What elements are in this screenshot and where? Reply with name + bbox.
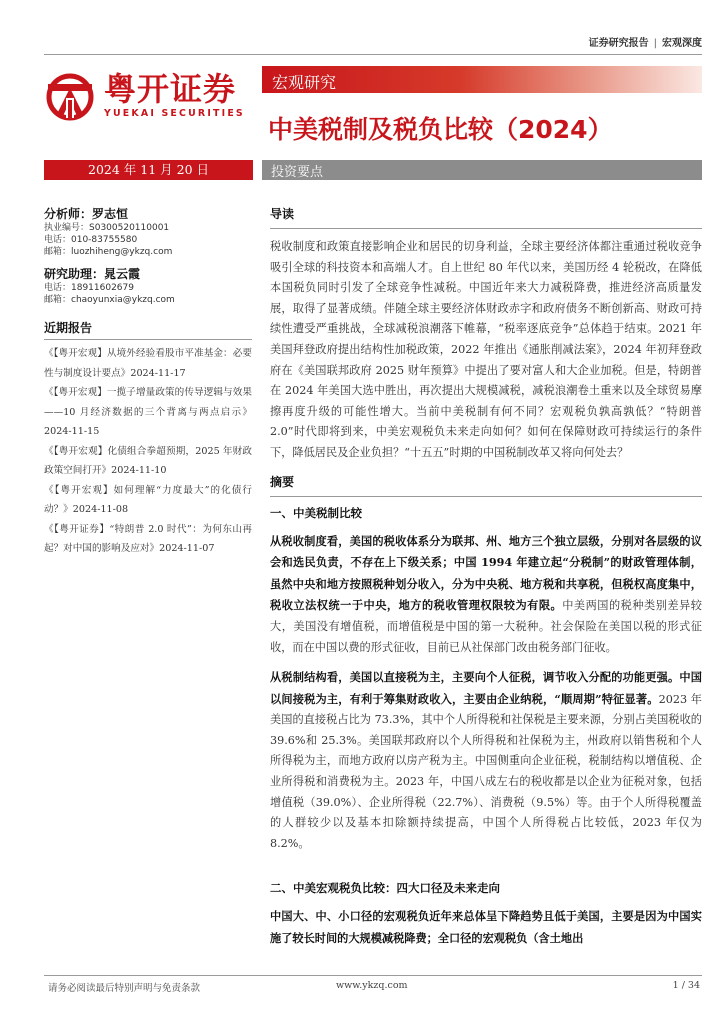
intro-divider [270,228,702,229]
recent-report-item[interactable]: 《【粤开宏观】化债组合拳超预期，2025 年财政政策空间打开》2024-11-10 [44,445,252,476]
paragraph-tax-system-lead: 从税收制度看，美国的税收体系分为联邦、州、地方三个独立层级，分别对各层级的议会和选民负责，不存在上下级关系；中国 1994 年建立起“分税制”的财政管理体制，虽然中央和地方按照税种划分收入，分为中央税、地方税和共享税，但税权高度集中，税收立法权统一于中央，地方的税收管理权限较为有限。 [270,533,702,613]
footer-page-number: 1 / 34 [672,980,700,991]
footer-divider [44,975,702,976]
report-date: 2024 年 11 月 20 日 [44,160,253,180]
abstract-heading: 摘要 [270,474,295,489]
recent-report-item[interactable]: 《【粤开宏观】从境外经验看股市平准基金：必要性与制度设计要点》2024-11-17 [44,348,252,379]
section-heading-tax-burden: 二、中美宏观税负比较：四大口径及未来走向 [270,881,500,896]
assistant-phone: 电话：18911602679 [44,283,134,293]
footer-website[interactable]: www.ykzq.com [336,980,408,991]
logo-chinese-name: 粤开证券 [104,70,237,108]
sidebar [44,206,252,559]
main-content [270,206,702,950]
header-separator: | [653,38,657,49]
recent-report-item[interactable]: 《【粤开宏观】如何理解“力度最大”的化债行动？》2024-11-08 [44,484,252,515]
paragraph-tax-system-body: 中美两国的税种类别差异较大，美国没有增值税，而增值税是中国的第一大税种。社会保险在美国以税的形式征收，而在中国以费的形式征收，目前已从社保部门改由税务部门征收。 [270,599,702,654]
analyst-phone: 电话：010-83755580 [44,235,138,245]
footer-disclaimer[interactable]: 请务必阅读最后特别声明与免责条款 [48,983,201,994]
recent-reports-title: 近期报告 [44,321,93,335]
paragraph-tax-burden [270,906,702,949]
category-banner [262,66,702,93]
report-title: 中美税制及税负比较（2024） [268,115,613,144]
report-type-label: 证券研究报告 [588,38,649,49]
analyst-name: 分析师：罗志恒 [44,207,129,221]
yuekai-logo-icon [44,70,98,122]
recent-report-item[interactable]: 《【粤开宏观】一揽子增量政策的传导逻辑与效果——10 月经济数据的三个背离与两点启示》2024-11-15 [44,387,252,437]
analyst-block [44,206,252,258]
paragraph-tax-structure-body: 2023 年美国的直接税占比为 73.3%，其中个人所得税和社保税是主要来源，分别占美国税收的 39.6%和 25.3%。美国联邦政府以个人所得税和社保税为主，州政府以销售税和个人所得税为主，而地方政府以房产税为主。中国侧重向企业征税，税制结构以增值税、企业所得税和消费税为主。2023 年，中国八成左右的税收都是以企业为征税对象，包括增值税（39.0%）、企业所得税（22.7%）、消费税（9.5%）等。由于个人所得税覆盖的人群较少以及基本扣除额持续提高，中国个人所得税占比较低，2023 年仅为 8.2%。 [270,692,702,850]
assistant-email[interactable]: 邮箱：chaoyunxia@ykzq.com [44,295,175,305]
abstract-divider [270,496,702,497]
paragraph-tax-structure [270,667,702,854]
paragraph-tax-system [270,531,702,659]
header-divider [44,54,702,55]
logo-english-name: YUEKAI SECURITIES [104,108,245,119]
report-category-label: 宏观深度 [662,38,702,49]
report-type-header [589,34,702,49]
category-banner-text: 宏观研究 [272,73,337,92]
assistant-name: 研究助理：晁云霞 [44,267,141,281]
yuekai-logo [44,70,254,122]
assistant-block [44,266,252,306]
paragraph-tax-burden-lead: 中国大、中、小口径的宏观税负近年来总体呈下降趋势且低于美国，主要是因为中国实施了较长时间的大规模减税降费；全口径的宏观税负（含土地出 [270,909,702,946]
intro-heading: 导读 [270,207,295,221]
investment-highlights-banner [262,160,702,180]
analyst-license: 执业编号：S0300520110001 [44,223,170,233]
analyst-email[interactable]: 邮箱：luozhiheng@ykzq.com [44,247,173,257]
recent-reports-divider [44,339,252,340]
intro-paragraph: 税收制度和政策直接影响企业和居民的切身利益，全球主要经济体都注重通过税收竞争吸引全球的科技资本和高端人才。自上世纪 80 年代以来，美国历经 4 轮税改，在降低本国税负同时引发了全球竞争性减税。中国近年来大力减税降费，推进经济高质量发展，取得了显著成绩。伴随全球主要经济体财政赤字和政府债务不断创新高、财政可持续性遭受严重挑战，全球减税浪潮落下帷幕，“税率逐底竞争”总体趋于结束。2021 年美国拜登政府提出结构性加税政策，2022 年推出《通胀削减法案》，2024 年初拜登政府在《美国联邦政府 2025 财年预算》中提出了要对富人和大企业加税。但是，特朗普在 2024 年美国大选中胜出，再次提出大规模减税，减税浪潮卷土重来以及全球贸易摩擦再度升级的可能性增大。当前中美税制有何不同？宏观税负孰高孰低？“特朗普 2.0”时代即将到来，中美宏观税负未来走向如何？如何在保障财政可持续运行的条件下，降低居民及企业负担？“十五五”时期的中国税制改革又将向何处去？ [270,240,702,459]
section-heading-tax-system: 一、中美税制比较 [270,505,362,520]
recent-report-item[interactable]: 《【粤开证券】“特朗普 2.0 时代”：为何东山再起？对中国的影响及应对》2024-11-07 [44,523,252,554]
investment-highlights-label: 投资要点 [271,165,324,180]
paragraph-tax-structure-lead: 从税制结构看，美国以直接税为主，主要向个人征税，调节收入分配的功能更强。中国以间接税为主，有利于筹集财政收入，主要由企业纳税，“顺周期”特征显著。 [270,670,702,706]
